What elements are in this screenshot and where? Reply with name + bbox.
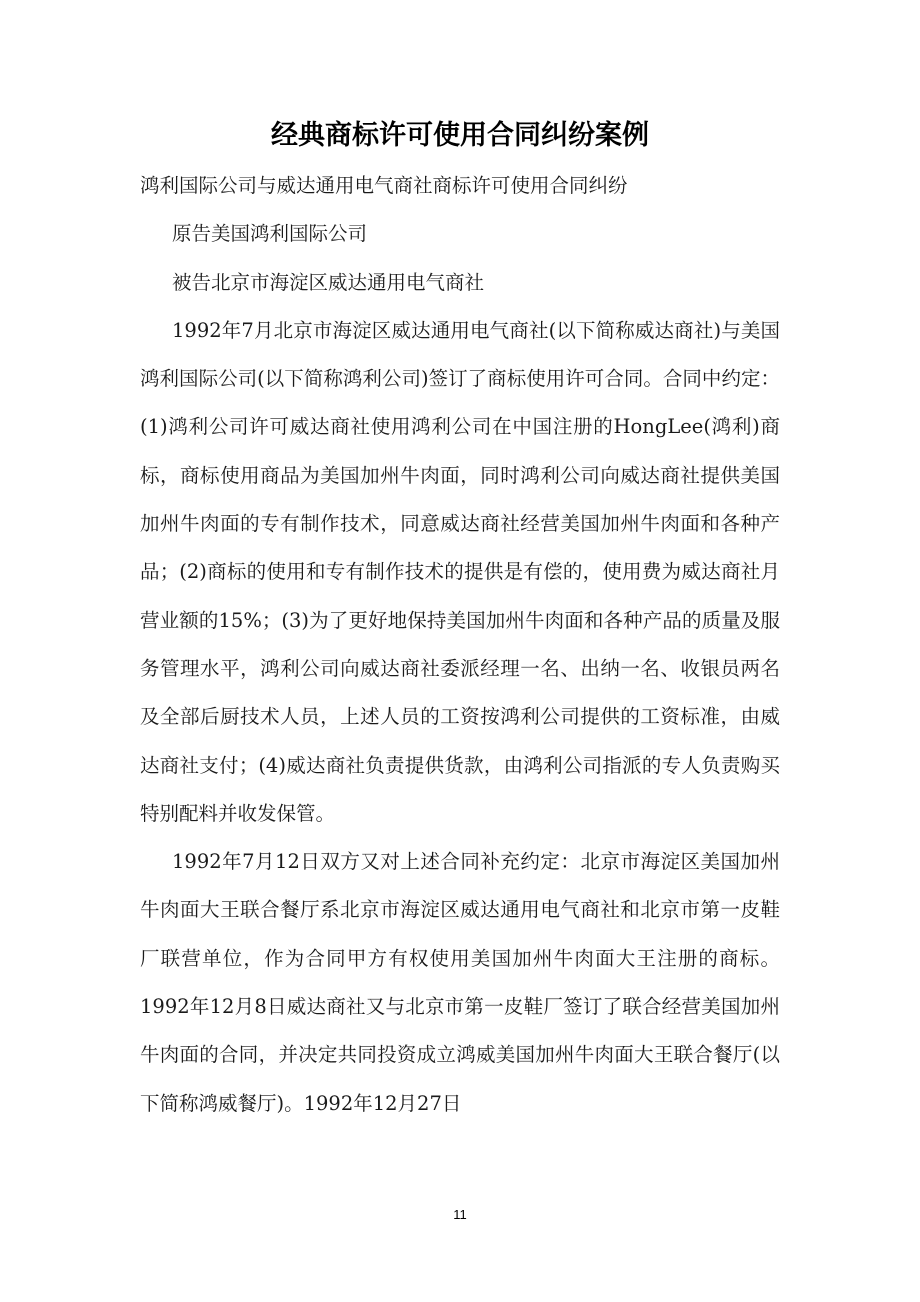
paragraph-2: 1992年7月12日双方又对上述合同补充约定：北京市海淀区美国加州牛肉面大王联合餐厅系北京市海淀区威达通用电气商社和北京市第一皮鞋厂联营单位，作为合同甲方有权使用美国加州牛肉面大王注册的商标。1992年12月8日威达商社又与北京市第一皮鞋厂签订了联合经营美国加州牛肉面的合同，并决定共同投资成立鸿威美国加州牛肉面大王联合餐厅(以下简称鸿威餐厅)。1992年12月27日 xyxy=(140,850,780,1115)
plaintiff-line: 原告美国鸿利国际公司 xyxy=(172,222,368,246)
page-number: 11 xyxy=(453,1207,467,1222)
defendant-line: 被告北京市海淀区威达通用电气商社 xyxy=(172,270,485,294)
case-subtitle: 鸿利国际公司与威达通用电气商社商标许可使用合同纠纷 xyxy=(140,174,628,197)
document-title: 经典商标许可使用合同纠纷案例 xyxy=(271,120,649,151)
paragraph-1: 1992年7月北京市海淀区威达通用电气商社(以下简称威达商社)与美国鸿利国际公司(以下简称鸿利公司)签订了商标使用许可合同。合同中约定：(1)鸿利公司许可威达商社使用鸿利公司在中国注册的HongLee(鸿利)商标，商标使用商品为美国加州牛肉面，同时鸿利公司向威达商社提供美国加州牛肉面的专有制作技术，同意威达商社经营美国加州牛肉面和各种产品；(2)商标的使用和专有制作技术的提供是有偿的，使用费为威达商社月营业额的15%；(3)为了更好地保持美国加州牛肉面和各种产品的质量及服务管理水平，鸿利公司向威达商社委派经理一名、出纳一名、收银员两名及全部后厨技术人员，上述人员的工资按鸿利公司提供的工资标准，由威达商社支付；(4)威达商社负责提供货款，由鸿利公司指派的专人负责购买特别配料并收发保管。 xyxy=(140,318,780,825)
document-body xyxy=(140,162,780,1128)
